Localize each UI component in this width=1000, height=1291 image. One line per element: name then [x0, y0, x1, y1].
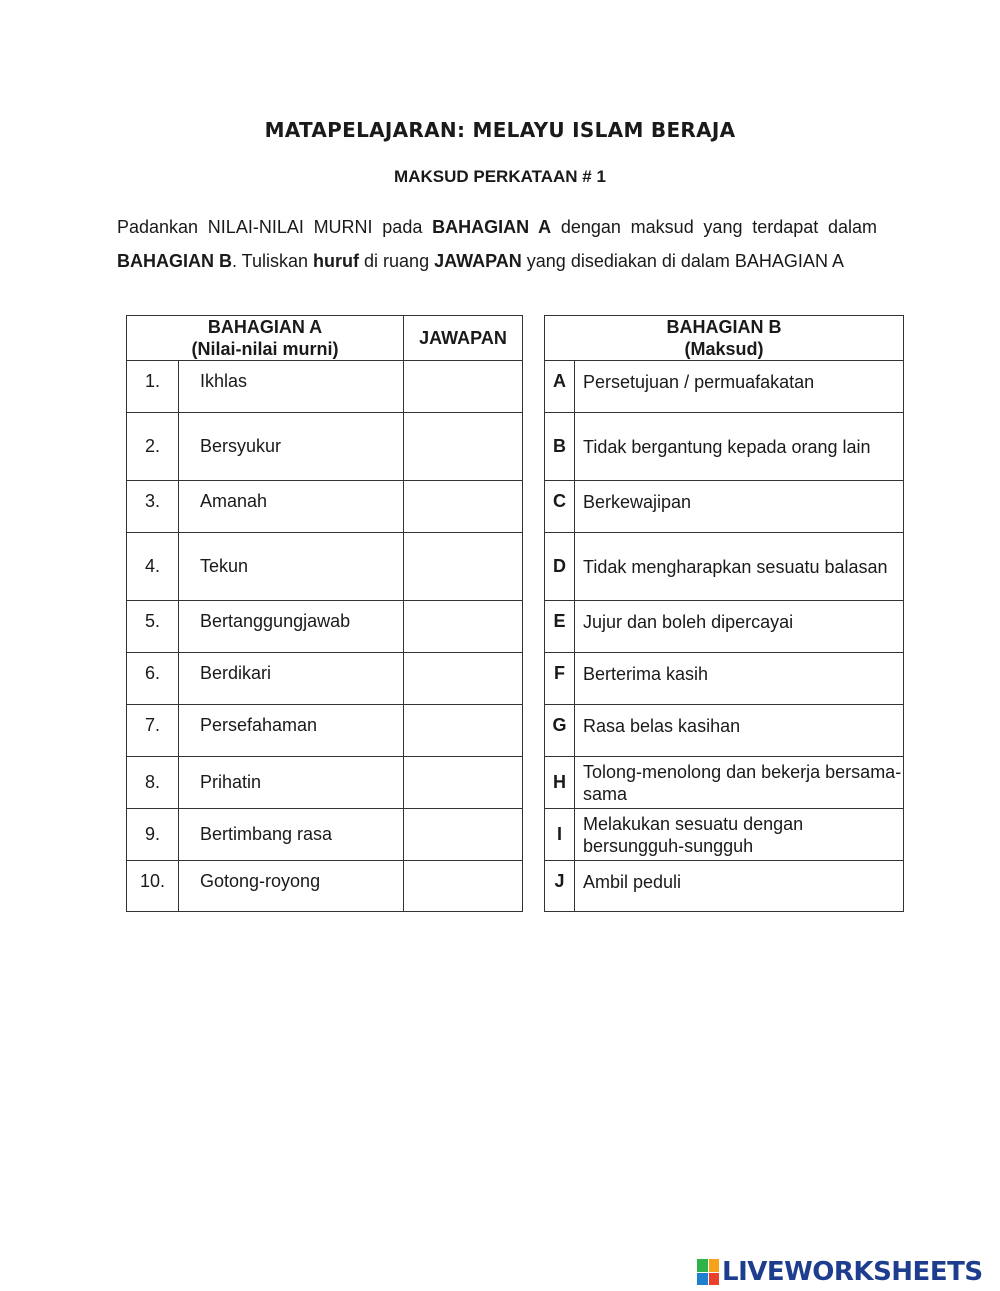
nilai-murni: Bertanggungjawab — [179, 601, 404, 653]
nilai-murni: Ikhlas — [179, 361, 404, 413]
row-number: 9. — [127, 809, 179, 861]
meaning-text: Jujur dan boleh dipercayai — [575, 601, 904, 653]
meaning-text: Tidak bergantung kepada orang lain — [575, 413, 904, 481]
answer-cell[interactable] — [404, 481, 523, 533]
nilai-murni: Gotong-royong — [179, 861, 404, 912]
answer-cell[interactable] — [404, 861, 523, 912]
instructions: Padankan NILAI-NILAI MURNI pada BAHAGIAN A dengan maksud yang terdapat dalam BAHAGIAN B. Tuliskan huruf di ruang JAWAPAN yang disediakan di dalam BAHAGIAN A — [117, 217, 878, 271]
meaning-text: Tidak mengharapkan sesuatu balasan — [575, 533, 904, 601]
meaning-letter: J — [545, 861, 575, 912]
answer-cell[interactable] — [404, 653, 523, 705]
meaning-letter: E — [545, 601, 575, 653]
row-number: 7. — [127, 705, 179, 757]
nilai-murni: Bersyukur — [179, 413, 404, 481]
table-a-row — [127, 533, 523, 601]
answer-header: JAWAPAN — [404, 316, 523, 361]
row-number: 3. — [127, 481, 179, 533]
table-a-row — [127, 757, 523, 809]
meaning-letter: D — [545, 533, 575, 601]
row-number: 2. — [127, 413, 179, 481]
table-a-row — [127, 809, 523, 861]
row-number: 6. — [127, 653, 179, 705]
answer-cell[interactable] — [404, 809, 523, 861]
table-b-row — [545, 653, 904, 705]
meaning-text: Melakukan sesuatu dengan bersungguh-sungguh — [575, 809, 904, 861]
table-b-row — [545, 413, 904, 481]
table-a-row — [127, 361, 523, 413]
meaning-letter: G — [545, 705, 575, 757]
answer-cell[interactable] — [404, 413, 523, 481]
answer-cell[interactable] — [404, 601, 523, 653]
meaning-text: Persetujuan / permuafakatan — [575, 361, 904, 413]
table-bahagian-b — [544, 315, 904, 912]
liveworksheets-logo-icon — [697, 1259, 719, 1285]
logo-text: LIVEWORKSHEETS — [722, 1257, 983, 1287]
table-a-row — [127, 861, 523, 912]
meaning-letter: C — [545, 481, 575, 533]
meaning-letter: B — [545, 413, 575, 481]
nilai-murni: Tekun — [179, 533, 404, 601]
table-b-row — [545, 481, 904, 533]
table-b-row — [545, 705, 904, 757]
answer-cell[interactable] — [404, 533, 523, 601]
meaning-text: Tolong-menolong dan bekerja bersama-sama — [575, 757, 904, 809]
meaning-text: Berkewajipan — [575, 481, 904, 533]
row-number: 8. — [127, 757, 179, 809]
table-b-row — [545, 861, 904, 912]
table-bahagian-a — [126, 315, 523, 912]
row-number: 4. — [127, 533, 179, 601]
table-a-row — [127, 601, 523, 653]
row-number: 1. — [127, 361, 179, 413]
nilai-murni: Persefahaman — [179, 705, 404, 757]
nilai-murni: Berdikari — [179, 653, 404, 705]
row-number: 10. — [127, 861, 179, 912]
answer-cell[interactable] — [404, 757, 523, 809]
liveworksheets-logo — [697, 1257, 983, 1287]
meaning-letter: A — [545, 361, 575, 413]
meaning-letter: F — [545, 653, 575, 705]
meaning-text: Ambil peduli — [575, 861, 904, 912]
row-number: 5. — [127, 601, 179, 653]
answer-cell[interactable] — [404, 361, 523, 413]
meaning-letter: H — [545, 757, 575, 809]
table-a-row — [127, 705, 523, 757]
table-b-row — [545, 533, 904, 601]
table-b-row — [545, 757, 904, 809]
table-b-header-row — [545, 316, 904, 361]
meaning-letter: I — [545, 809, 575, 861]
document-title: MATAPELAJARAN: MELAYU ISLAM BERAJA — [264, 118, 736, 142]
table-b-row — [545, 361, 904, 413]
document-subtitle: MAKSUD PERKATAAN # 1 — [394, 167, 606, 186]
table-b-header: BAHAGIAN B (Maksud) — [545, 316, 904, 361]
answer-cell[interactable] — [404, 705, 523, 757]
table-b-row — [545, 809, 904, 861]
table-a-row — [127, 481, 523, 533]
table-a-row — [127, 653, 523, 705]
nilai-murni: Amanah — [179, 481, 404, 533]
meaning-text: Rasa belas kasihan — [575, 705, 904, 757]
table-a-header: BAHAGIAN A (Nilai-nilai murni) — [127, 316, 404, 361]
table-a-header-row — [127, 316, 523, 361]
table-b-row — [545, 601, 904, 653]
meaning-text: Berterima kasih — [575, 653, 904, 705]
nilai-murni: Prihatin — [179, 757, 404, 809]
nilai-murni: Bertimbang rasa — [179, 809, 404, 861]
table-a-row — [127, 413, 523, 481]
